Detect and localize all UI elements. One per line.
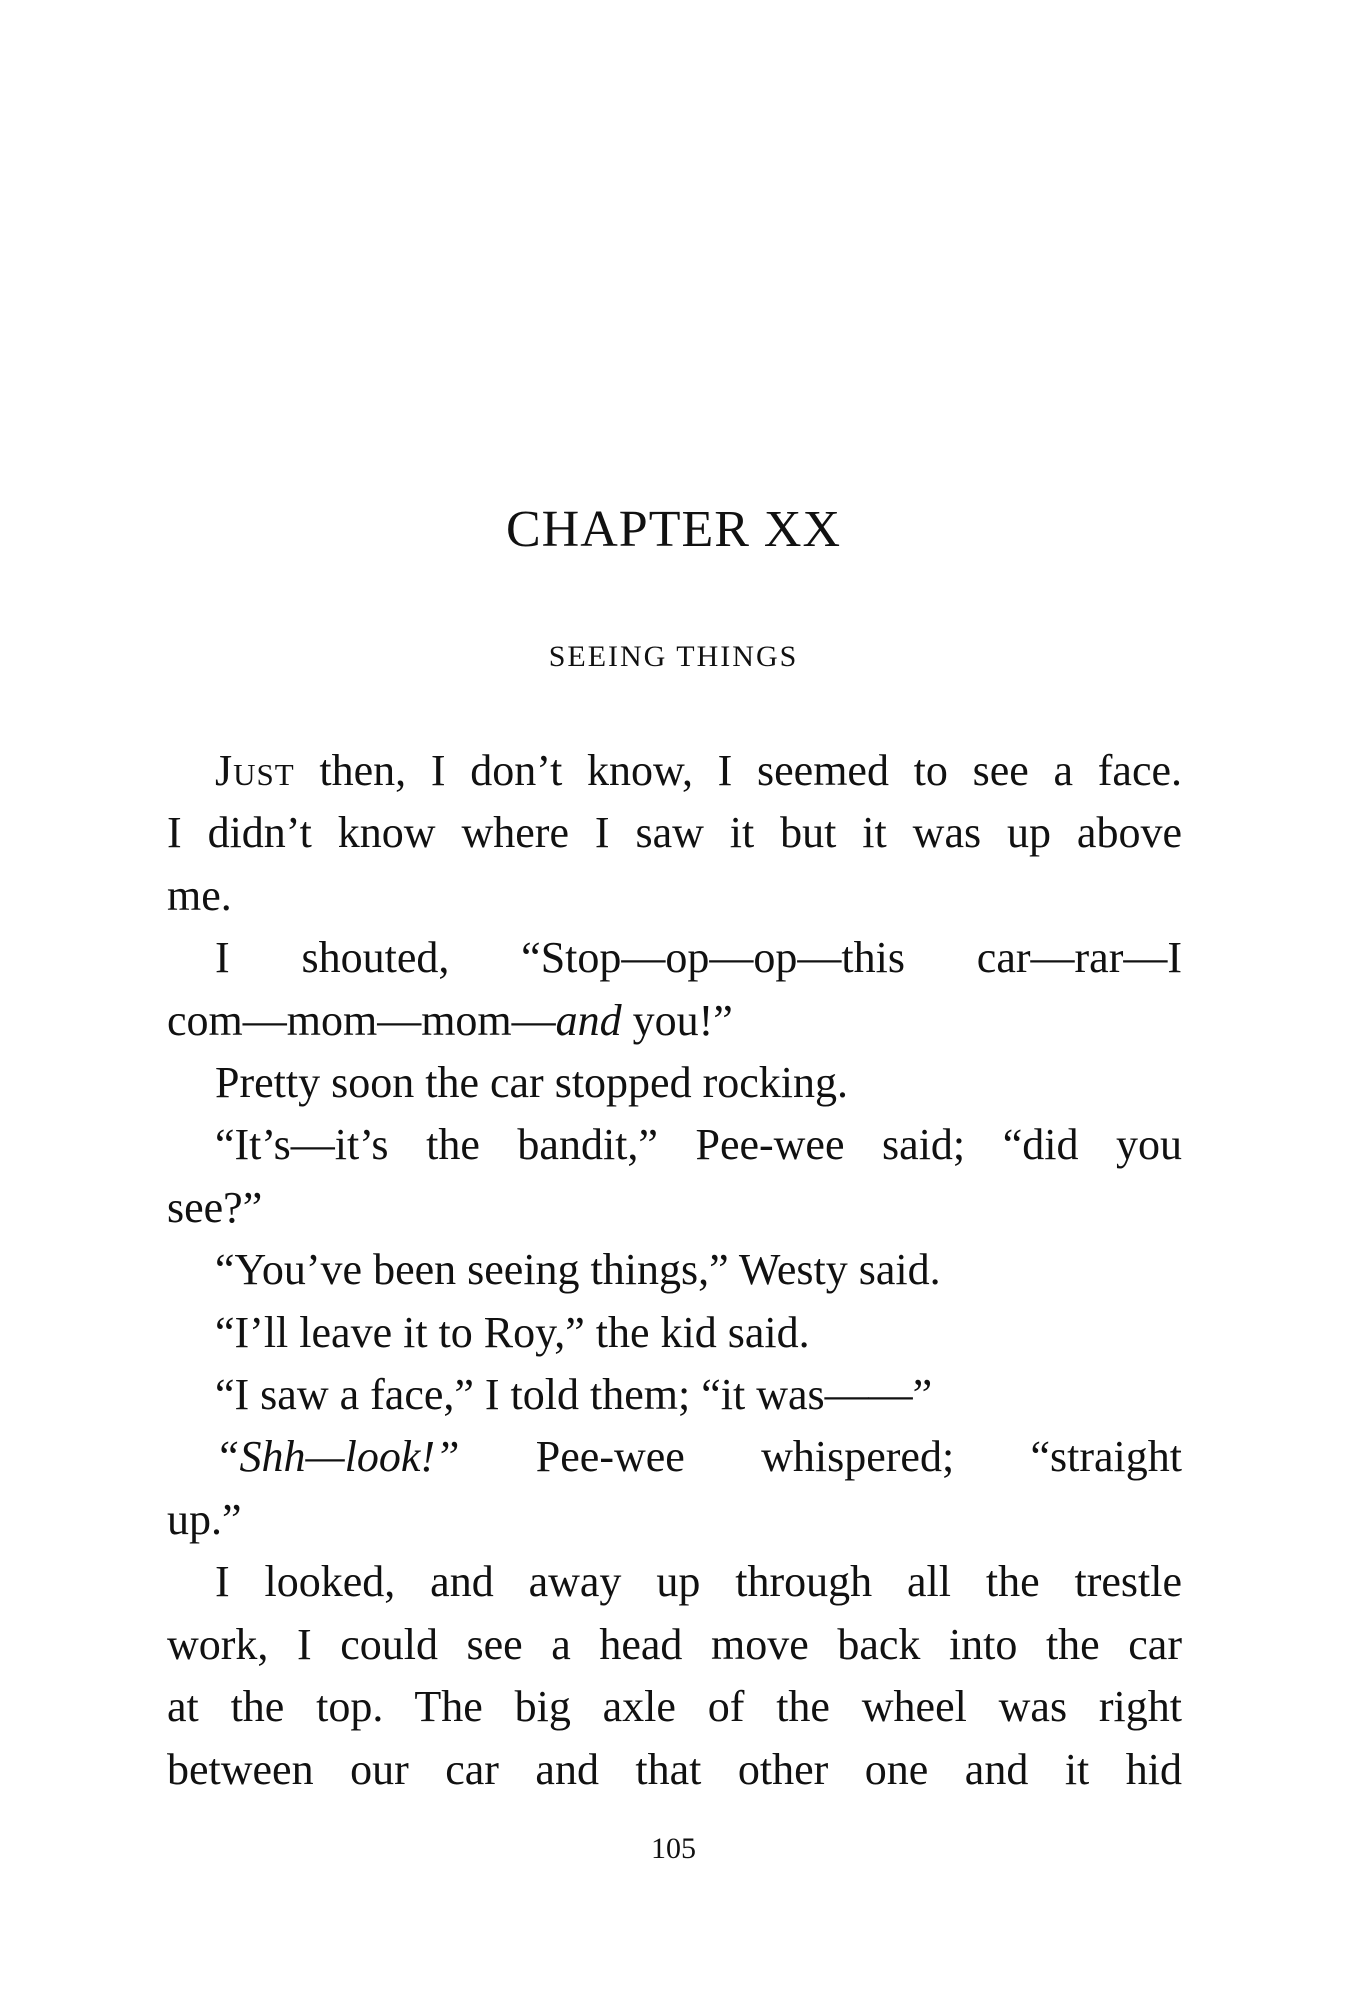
- text-line: “I saw a face,” I told them; “it was——”: [215, 1370, 933, 1420]
- chapter-title: CHAPTER XX: [505, 501, 842, 558]
- emphasis-text: and: [555, 995, 622, 1045]
- body-text: [167, 740, 1182, 1801]
- page-number: 105: [651, 1832, 696, 1865]
- text-line: Pretty soon the car stopped rocking.: [215, 1058, 848, 1108]
- text-line: I shouted, “Stop—op—op—this car—rar—I: [215, 933, 1182, 983]
- text-line: [167, 1426, 1182, 1488]
- text-line-content: you!”: [621, 995, 733, 1045]
- text-line-content: then, I don’t know, I seemed to see a face.: [294, 746, 1182, 795]
- text-line: at the top. The big axle of the wheel was right: [167, 1682, 1182, 1732]
- text-line-content: Pee-wee whispered; “straight: [459, 1432, 1182, 1482]
- text-line: me.: [167, 870, 232, 920]
- chapter-opening-word: Just: [215, 746, 295, 795]
- text-line: see?”: [167, 1182, 263, 1232]
- text-line: [167, 740, 1182, 802]
- text-line: I looked, and away up through all the trestle: [215, 1557, 1182, 1607]
- text-line: [167, 990, 1182, 1052]
- text-line: I didn’t know where I saw it but it was up above: [167, 808, 1182, 858]
- text-line-content: com—mom—mom—: [167, 995, 556, 1045]
- emphasis-text: “Shh—look!”: [215, 1432, 460, 1482]
- text-line: work, I could see a head move back into the car: [167, 1619, 1182, 1669]
- chapter-subtitle: SEEING THINGS: [548, 640, 799, 673]
- text-line: “You’ve been seeing things,” Westy said.: [215, 1245, 941, 1295]
- text-line: “I’ll leave it to Roy,” the kid said.: [215, 1307, 810, 1357]
- text-line: between our car and that other one and it hid: [167, 1744, 1182, 1794]
- text-line: up.”: [167, 1494, 242, 1544]
- text-line: “It’s—it’s the bandit,” Pee-wee said; “did you: [215, 1120, 1182, 1170]
